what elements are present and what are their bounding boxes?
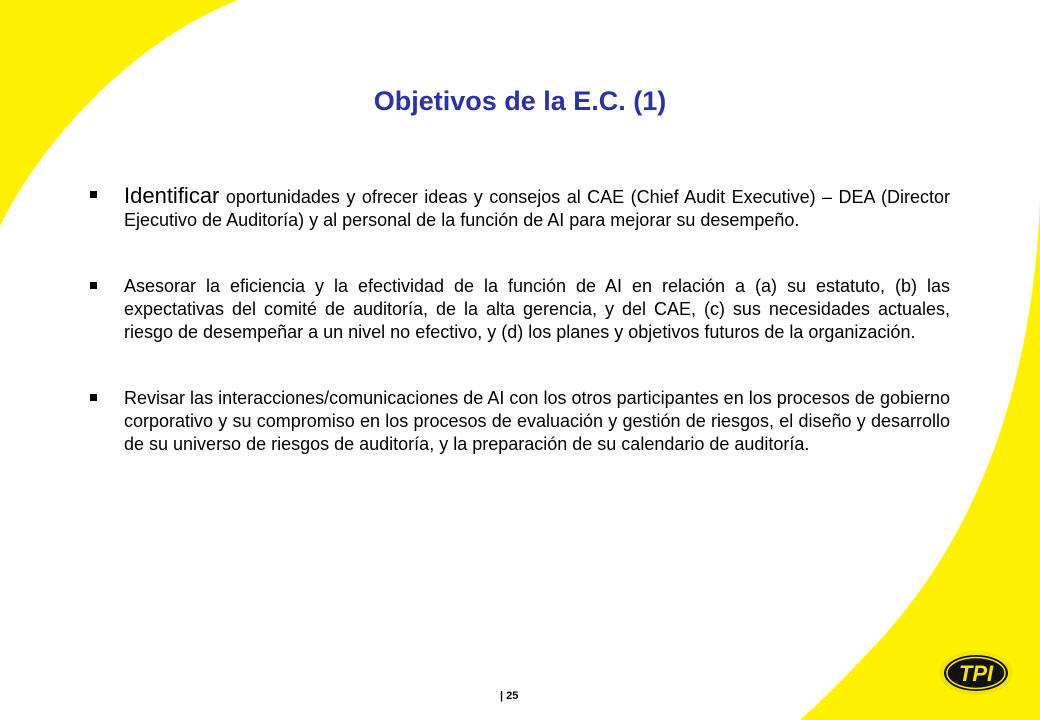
page-number: | 25	[500, 690, 519, 702]
square-bullet-icon	[90, 282, 97, 289]
square-bullet-icon	[90, 191, 97, 198]
bullet-list	[90, 184, 950, 499]
slide-title: Objetivos de la E.C. (1)	[373, 86, 667, 116]
tpi-logo-icon	[938, 650, 1014, 696]
bullet-item	[90, 387, 950, 456]
bullet-item	[90, 184, 950, 232]
bullet-lead-word: Identificar	[124, 183, 220, 208]
logo-text: TPI	[958, 661, 994, 686]
bullet-item	[90, 275, 950, 344]
bullet-text: Asesorar la eficiencia y la efectividad de la función de AI en relación a (a) su estatuto, (b) las expectativas del comité de auditoría, de la alta gerencia, y del CAE, (c) sus necesidades actuales, riesgo de desempeñar a un nivel no efectivo, y (d) los planes y objetivos futuros de la organización.	[124, 276, 950, 342]
bullet-text: Revisar las interacciones/comunicaciones de AI con los otros participantes en los procesos de gobierno corporativo y su compromiso en los procesos de evaluación y gestión de riesgos, el diseño y desarrollo de su universo de riesgos de auditoría, y la preparación de su calendario de auditoría.	[124, 388, 950, 454]
bullet-text: oportunidades y ofrecer ideas y consejos al CAE (Chief Audit Executive) – DEA (Director Ejecutivo de Auditoría) y al personal de la función de AI para mejorar su desempeño.	[124, 187, 950, 230]
square-bullet-icon	[90, 394, 97, 401]
